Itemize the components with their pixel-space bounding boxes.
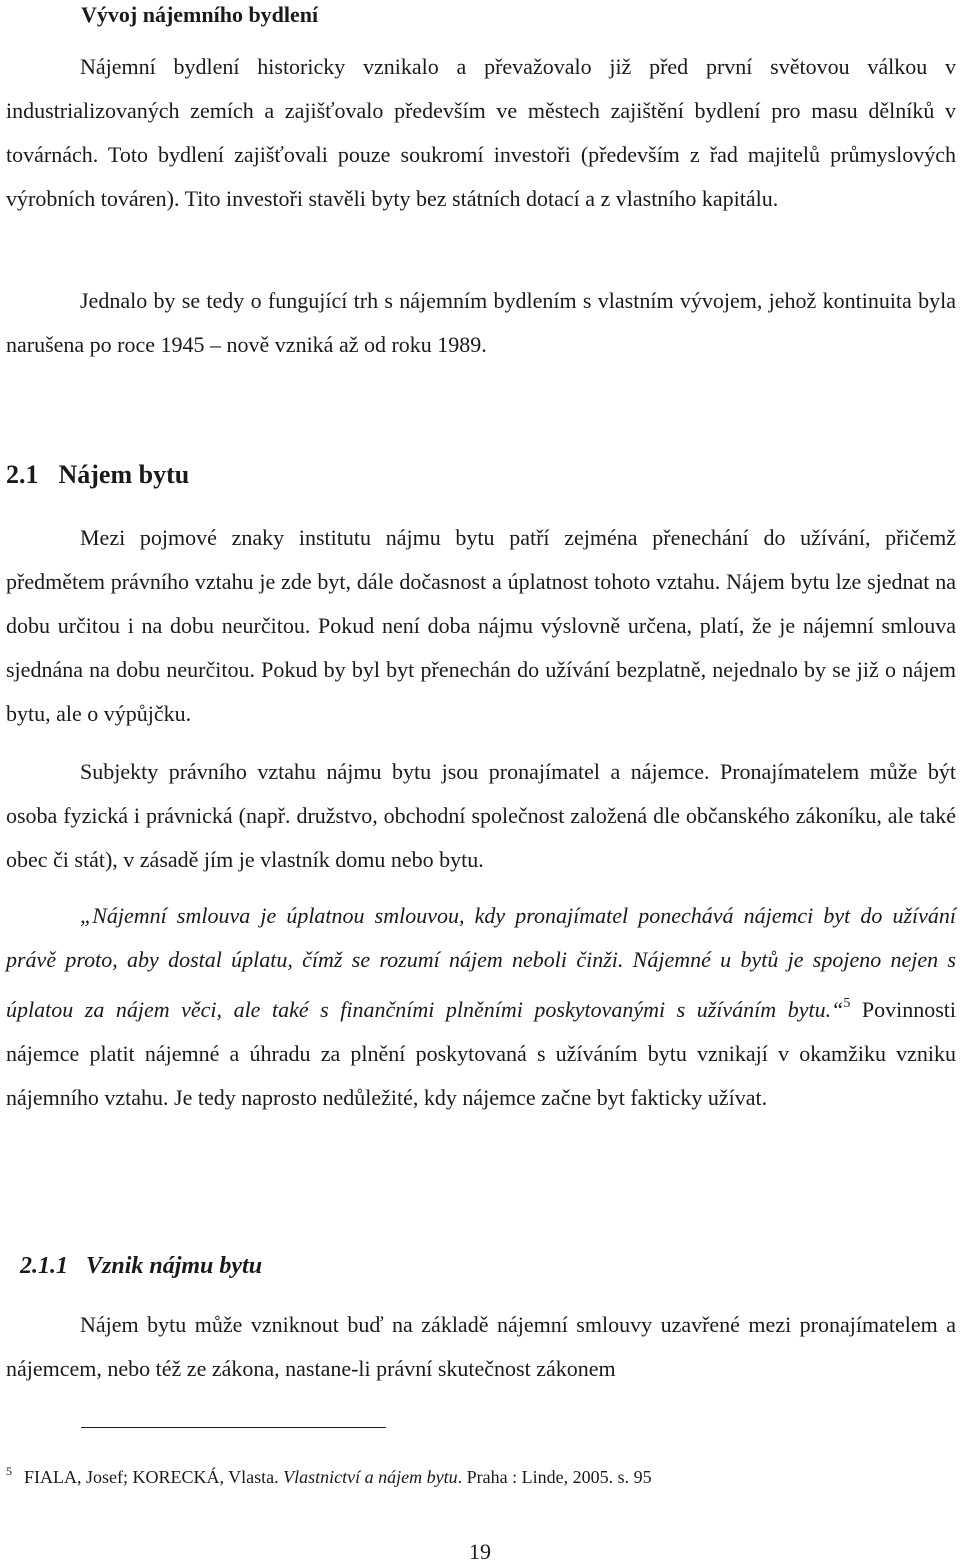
footnote-mark: 5: [6, 1464, 12, 1478]
footnote-authors: FIALA, Josef; KORECKÁ, Vlasta.: [24, 1467, 284, 1487]
subsection-2-1-1-heading: [20, 1246, 262, 1286]
subsection-number: 2.1.1: [20, 1253, 68, 1279]
paragraph-5: [6, 894, 956, 1120]
paragraph-6: Nájem bytu může vzniknout buď na základě nájemní smlouvy uzavřené mezi pronajímatelem a nájemcem, nebo též ze zákona, nastane-li právní skutečnost zákonem: [6, 1312, 956, 1381]
paragraph-5-rest: Povinnosti nájemce platit nájemné a úhradu za plnění poskytovaná s užíváním bytu vznikají v okamžiku vzniku nájemního vztahu. Je tedy naprosto nedůležité, kdy nájemce začne byt fakticky užívat.: [6, 997, 956, 1110]
section-number: 2.1: [6, 460, 39, 489]
section-2-1-heading: [6, 455, 189, 495]
paragraph-2: Jednalo by se tedy o fungující trh s nájemním bydlením s vlastním vývojem, jehož kontinuita byla narušena po roce 1945 – nově vzniká až od roku 1989.: [6, 288, 956, 357]
footnote: [6, 1456, 652, 1492]
footnote-rest: . Praha : Linde, 2005. s. 95: [457, 1467, 652, 1487]
section-title: Nájem bytu: [58, 460, 190, 489]
subsection-title: Vznik nájmu bytu: [86, 1253, 263, 1279]
quotation: „Nájemní smlouva je úplatnou smlouvou, kdy pronajímatel ponechává nájemci byt do užívání právě proto, aby dostal úplatu, čímž se rozumí nájem neboli činži. Nájemné u bytů je spojeno nejen s úplatou za nájem věci, ale také s finančními plněními poskytovanými s užíváním bytu.“: [6, 903, 956, 1022]
page-number: 19: [469, 1539, 491, 1564]
paragraph-4: Subjekty právního vztahu nájmu bytu jsou pronajímatel a nájemce. Pronajímatelem může být osoba fyzická i právnická (např. družstvo, obchodní společnost založená dle občanského zákoníku, ale také obec či stát), v zásadě jím je vlastník domu nebo bytu.: [6, 759, 956, 872]
paragraph-3: Mezi pojmové znaky institutu nájmu bytu patří zejména přenechání do užívání, přičemž předmětem právního vztahu je zde byt, dále dočasnost a úplatnost tohoto vztahu. Nájem bytu lze sjednat na dobu určitou i na dobu neurčitou. Pokud není doba nájmu výslovně určena, platí, že je nájemní smlouva sjednána na dobu neurčitou. Pokud by byl byt přenechán do užívání bezplatně, nejednalo by se již o nájem bytu, ale o výpůjčku.: [6, 525, 956, 726]
footnote-title: Vlastnictví a nájem bytu: [283, 1467, 458, 1487]
section-heading: Vývoj nájemního bydlení: [81, 2, 319, 27]
paragraph-1: Nájemní bydlení historicky vznikalo a převažovalo již před první světovou válkou v industrializovaných zemích a zajišťovalo především ve městech zajištění bydlení pro masu dělníků v továrnách. Toto bydlení zajišťovali pouze soukromí investoři (především z řad majitelů průmyslových výrobních továren). Tito investoři stavěli byty bez státních dotací a z vlastního kapitálu.: [6, 54, 956, 211]
footnote-reference: 5: [843, 996, 851, 1011]
footnote-separator: [81, 1427, 386, 1428]
